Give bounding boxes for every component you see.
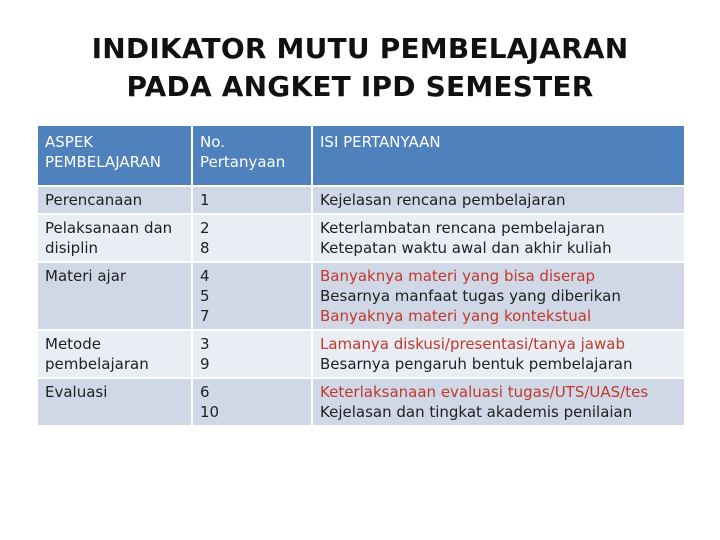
aspek-text: pembelajaran bbox=[45, 355, 149, 373]
question-number: 9 bbox=[200, 355, 210, 373]
header-no-line-1: No. bbox=[200, 133, 225, 151]
page-title bbox=[0, 30, 720, 106]
indicator-table bbox=[36, 124, 686, 427]
question-number: 3 bbox=[200, 335, 210, 353]
cell-aspek bbox=[37, 262, 192, 330]
question-text: Kejelasan rencana pembelajaran bbox=[320, 191, 566, 209]
question-number: 2 bbox=[200, 219, 210, 237]
header-isi bbox=[312, 125, 685, 186]
cell-isi bbox=[312, 186, 685, 214]
aspek-text: disiplin bbox=[45, 239, 99, 257]
question-text: Besarnya manfaat tugas yang diberikan bbox=[320, 287, 621, 305]
table-header-row bbox=[37, 125, 685, 186]
aspek-text: Materi ajar bbox=[45, 267, 127, 285]
header-no bbox=[192, 125, 312, 186]
cell-aspek bbox=[37, 214, 192, 262]
header-no-line-2: Pertanyaan bbox=[200, 153, 286, 171]
cell-no bbox=[192, 262, 312, 330]
cell-aspek bbox=[37, 330, 192, 378]
cell-aspek bbox=[37, 186, 192, 214]
cell-isi bbox=[312, 262, 685, 330]
table-row bbox=[37, 330, 685, 378]
header-aspek bbox=[37, 125, 192, 186]
question-text: Keterlaksanaan evaluasi tugas/UTS/UAS/tes bbox=[320, 383, 649, 401]
question-text: Besarnya pengaruh bentuk pembelajaran bbox=[320, 355, 633, 373]
cell-no bbox=[192, 214, 312, 262]
header-aspek-line-2: PEMBELAJARAN bbox=[45, 153, 161, 171]
header-isi-label: ISI PERTANYAAN bbox=[320, 133, 441, 151]
title-line-1: INDIKATOR MUTU PEMBELAJARAN bbox=[91, 32, 629, 65]
question-number: 1 bbox=[200, 191, 210, 209]
question-number: 5 bbox=[200, 287, 210, 305]
question-text: Banyaknya materi yang bisa diserap bbox=[320, 267, 596, 285]
cell-isi bbox=[312, 214, 685, 262]
question-number: 8 bbox=[200, 239, 210, 257]
aspek-text: Perencanaan bbox=[45, 191, 143, 209]
header-aspek-line-1: ASPEK bbox=[45, 133, 94, 151]
question-text: Kejelasan dan tingkat akademis penilaian bbox=[320, 403, 633, 421]
question-text: Banyaknya materi yang kontekstual bbox=[320, 307, 592, 325]
title-line-2: PADA ANGKET IPD SEMESTER bbox=[126, 70, 594, 103]
table-row bbox=[37, 186, 685, 214]
table-row bbox=[37, 378, 685, 426]
cell-aspek bbox=[37, 378, 192, 426]
question-number: 4 bbox=[200, 267, 210, 285]
table-row bbox=[37, 262, 685, 330]
cell-no bbox=[192, 378, 312, 426]
question-text: Ketepatan waktu awal dan akhir kuliah bbox=[320, 239, 612, 257]
question-number: 6 bbox=[200, 383, 210, 401]
cell-isi bbox=[312, 378, 685, 426]
cell-no bbox=[192, 186, 312, 214]
table-row bbox=[37, 214, 685, 262]
cell-isi bbox=[312, 330, 685, 378]
aspek-text: Pelaksanaan dan bbox=[45, 219, 173, 237]
aspek-text: Metode bbox=[45, 335, 101, 353]
cell-no bbox=[192, 330, 312, 378]
question-number: 10 bbox=[200, 403, 220, 421]
question-text: Keterlambatan rencana pembelajaran bbox=[320, 219, 605, 237]
aspek-text: Evaluasi bbox=[45, 383, 108, 401]
question-text: Lamanya diskusi/presentasi/tanya jawab bbox=[320, 335, 625, 353]
question-number: 7 bbox=[200, 307, 210, 325]
